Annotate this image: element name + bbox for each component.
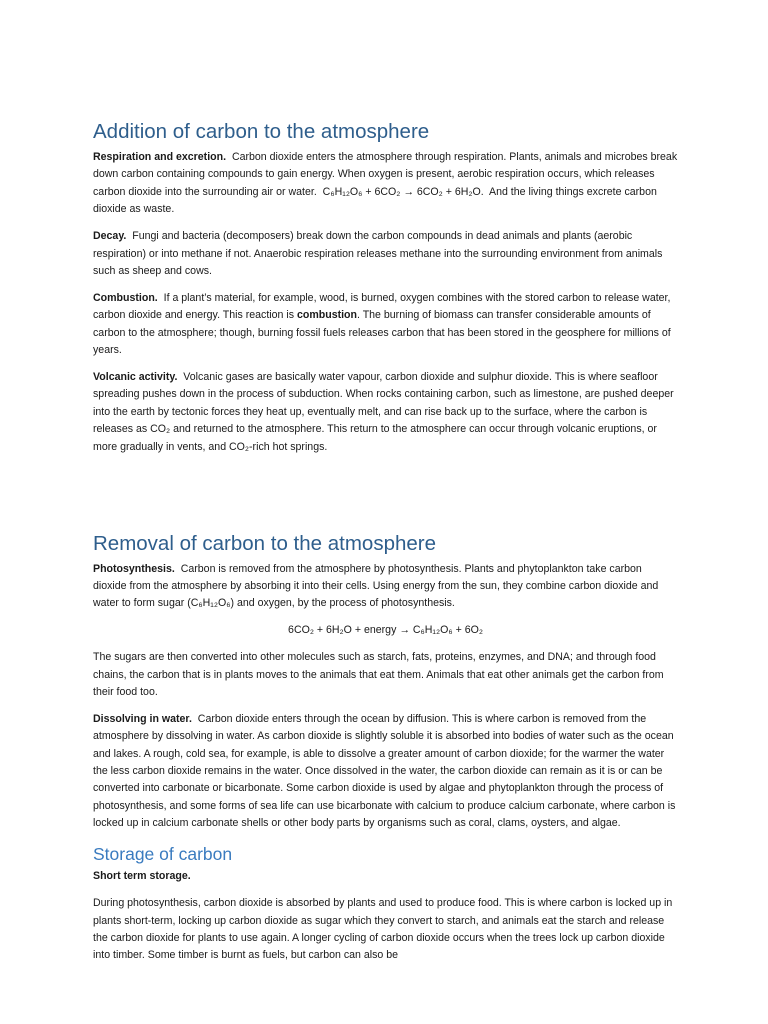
label-decay: Decay. — [93, 230, 127, 243]
paragraph-respiration — [93, 149, 678, 219]
heading-removal-of-carbon: Removal of carbon to the atmosphere — [93, 531, 436, 555]
paragraph-short-term-storage: During photosynthesis, carbon dioxide is absorbed by plants and used to produce food. This is where carbon is locked up in plants short-term, locking up carbon dioxide as sugar which they convert to starch, and animals eat the starch and release the carbon dioxide for plants to use again. A longer cycling of carbon dioxide occurs when the trees lock up carbon dioxide into timber. Some timber is burnt as fuels, but carbon can also be — [93, 897, 673, 962]
paragraph-photosynthesis — [93, 561, 678, 613]
label-combustion: Combustion. — [93, 291, 158, 304]
label-short-term: Short term storage. — [93, 870, 191, 883]
text-decay: Fungi and bacteria (decomposers) break down the carbon compounds in dead animals and plants (aerobic respiration) or into methane if not. Anaerobic respiration releases methane into the surrounding environment from animals such as sheep and cows. — [93, 230, 663, 277]
label-photosynthesis: Photosynthesis. — [93, 562, 175, 575]
paragraph-combustion — [93, 290, 678, 360]
text-respiration-tail: And the living things excrete carbon dioxide as waste. — [93, 185, 657, 216]
equation-respiration: C₆H₁₂O₆ + 6CO₂ → 6CO₂ + 6H₂O. — [322, 185, 484, 198]
paragraph-dissolving — [93, 711, 678, 833]
text-photosynthesis: Carbon is removed from the atmosphere by photosynthesis. Plants and phytoplankton take carbon dioxide from the atmosphere by absorbing it into their cells. Using energy from the sun, they combine carbon dioxide and water to form sugar (C₆H₁₂O₆) and oxygen, by the process of photosynthesis. — [93, 562, 659, 610]
document-page — [93, 118, 678, 974]
text-dissolving: Carbon dioxide enters through the ocean by diffusion. This is where carbon is removed from the atmosphere by dissolving in water. As carbon dioxide is slightly soluble it is absorbed into bodies of water such as the ocean and lakes. A rough, cold sea, for example, is able to dissolve a greater amount of carbon dioxide; for the warmer the water the less carbon dioxide remains in the water. Once dissolved in the water, the carbon dioxide can remain as it is or can be converted into carbonate or bicarbonate. Some carbon dioxide is used by algae and phytoplankton through the process of photosynthesis, and some forms of sea life can use bicarbonate with calcium to produce calcium carbonate, where carbon is locked up in calcium carbonate shells or other body parts by organisms such as coral, clams, oysters, and algae. — [93, 712, 676, 830]
paragraph-sugars: The sugars are then converted into other molecules such as starch, fats, proteins, enzymes, and DNA; and through food chains, the carbon that is in plants moves to the animals that eat them. Animals that eat other animals get the carbon from their food too. — [93, 651, 664, 698]
subheading-short-term — [93, 868, 678, 885]
label-dissolving: Dissolving in water. — [93, 712, 192, 725]
section-spacer — [93, 466, 678, 530]
bold-combustion: combustion — [296, 309, 357, 322]
text-volcanic: Volcanic gases are basically water vapour, carbon dioxide and sulphur dioxide. This is where seafloor spreading pushes down in the process of subduction. When rocks containing carbon, such as limestone, are pushed deeper into the earth by tectonic forces they heat up, eventually melt, and can rise back up to the surface, where the carbon is releases as CO₂ and returned to the atmosphere. This return to the atmosphere can occur through volcanic eruptions, or more gradually in vents, and CO₂-rich hot springs. — [93, 370, 674, 453]
label-respiration: Respiration and excretion. — [93, 151, 227, 163]
paragraph-decay — [93, 228, 678, 280]
heading-addition-of-carbon: Addition of carbon to the atmosphere — [93, 120, 430, 143]
equation-photosynthesis: 6CO₂ + 6H₂O + energy → C₆H₁₂O₆ + 6O₂ — [288, 624, 483, 637]
text-combustion-after: . The burning of biomass can transfer considerable amounts of carbon to the atmosphere; though, burning fossil fuels releases carbon that has been stored in the geosphere for millions of years. — [93, 309, 671, 357]
heading-storage-of-carbon: Storage of carbon — [93, 844, 233, 865]
label-volcanic: Volcanic activity. — [93, 370, 178, 383]
paragraph-volcanic — [93, 369, 678, 456]
text-combustion-before: If a plant’s material, for example, wood, is burned, oxygen combines with the stored carbon to release water, carbon dioxide and energy. This reaction is — [93, 291, 671, 322]
text-respiration: Carbon dioxide enters the atmosphere through respiration. Plants, animals and microbes break down carbon containing compounds to gain energy. When oxygen is present, aerobic respiration occurs, which releases carbon dioxide into the surrounding air or water. — [93, 151, 678, 198]
